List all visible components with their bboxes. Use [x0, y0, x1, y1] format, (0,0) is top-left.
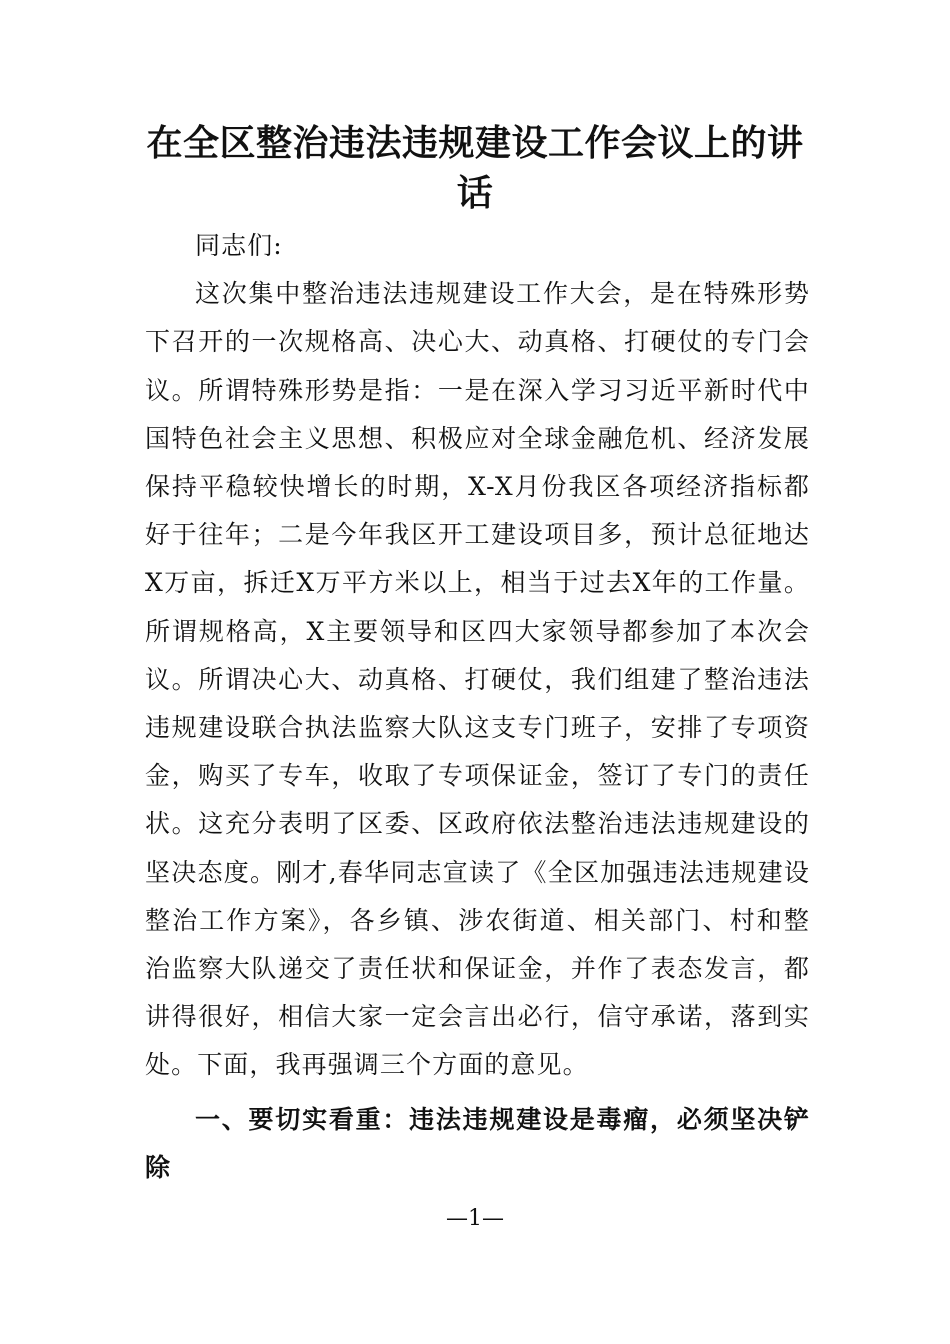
salutation: 同志们:: [195, 231, 283, 260]
document-title: 在全区整治违法违规建设工作会议上的讲话: [146, 122, 804, 214]
body-paragraph: 这次集中整治违法违规建设工作大会，是在特殊形势下召开的一次规格高、决心大、动真格、打硬仗的专门会议。所谓特殊形势是指：一是在深入学习习近平新时代中国特色社会主义思想、积极应对全球金融危机、经济发展保持平稳较快增长的时期，X-X月份我区各项经济指标都好于往年；二是今年我区开工建设项目多，预计总征地达X万亩，拆迁X万平方米以上，相当于过去X年的工作量。所谓规格高，X主要领导和区四大家领导都参加了本次会议。所谓决心大、动真格、打硬仗，我们组建了整治违法违规建设联合执法监察大队这支专门班子，安排了专项资金，购买了专车，收取了专项保证金，签订了专门的责任状。这充分表明了区委、区政府依法整治违法违规建设的坚决态度。刚才,春华同志宣读了《全区加强违法违规建设整治工作方案》，各乡镇、涉农街道、相关部门、村和整治监察大队递交了责任状和保证金，并作了表态发言，都讲得很好，相信大家一定会言出必行，信守承诺，落到实处。下面，我再强调三个方面的意见。: [145, 279, 810, 1080]
section-heading: 一、要切实看重：违法违规建设是毒瘤，必须坚决铲除: [145, 1104, 810, 1182]
page-number: —1—: [446, 1206, 504, 1231]
document-body: [145, 222, 810, 1192]
